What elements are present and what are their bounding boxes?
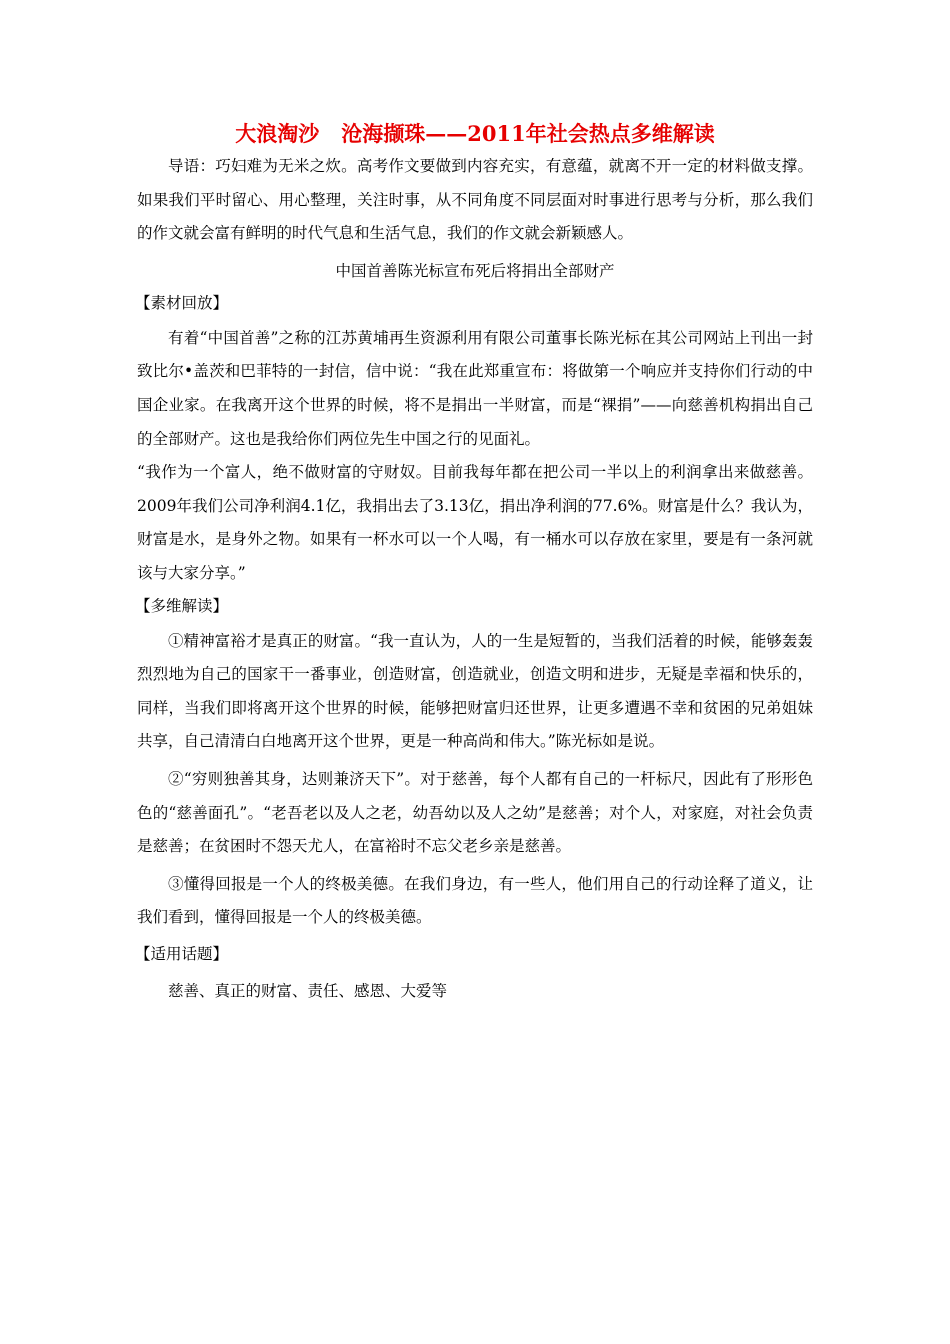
section-topics — [137, 939, 813, 1009]
article-subtitle: 中国首善陈光标宣布死后将捐出全部财产 — [335, 261, 615, 280]
section-heading: 【素材回放】 — [135, 293, 229, 312]
body-paragraph: ①精神富裕才是真正的财富。“我一直认为，人的一生是短暂的，当我们活着的时候，能够轰轰烈烈地为自己的国家干一番事业，创造财富，创造就业，创造文明和进步，无疑是幸福和快乐的，同样，当我们即将离开这个世界的时候，能够把财富归还世界，让更多遭遇不幸和贫困的兄弟姐妹共享，自己清清白白地离开这个世界，更是一种高尚和伟大。”陈光标如是说。 — [137, 631, 813, 751]
body-paragraph: “我作为一个富人，绝不做财富的守财奴。目前我每年都在把公司一半以上的利润拿出来做慈善。2009年我们公司净利润4.1亿，我捐出去了3.13亿，捐出净利润的77.6%。财富是什么？我认为，财富是水，是身外之物。如果有一杯水可以一个人喝，有一桶水可以存放在家里，要是有一条河就该与大家分享。” — [137, 463, 813, 582]
intro-paragraph: 导语：巧妇难为无米之炊。高考作文要做到内容充实，有意蕴，就离不开一定的材料做支撑。如果我们平时留心、用心整理，关注时事，从不同角度不同层面对时事进行思考与分析，那么我们的作文就会富有鲜明的时代气息和生活气息，我们的作文就会新颖感人。 — [137, 157, 813, 243]
section-heading: 【适用话题】 — [135, 944, 229, 963]
section-material — [137, 288, 813, 591]
document-title — [137, 118, 813, 150]
body-paragraph: 慈善、真正的财富、责任、感恩、大爱等 — [168, 981, 448, 1000]
section-interpretation — [137, 591, 813, 935]
body-paragraph: 有着“中国首善”之称的江苏黄埔再生资源利用有限公司董事长陈光标在其公司网站上刊出一封致比尔•盖茨和巴菲特的一封信，信中说：“我在此郑重宣布：将做第一个响应并支持你们行动的中国企业家。在我离开这个世界的时候，将不是捐出一半财富，而是“裸捐”——向慈善机构捐出自己的全部财产。这也是我给你们两位先生中国之行的见面礼。 — [137, 328, 813, 448]
body-paragraph: ③懂得回报是一个人的终极美德。在我们身边，有一些人，他们用自己的行动诠释了道义，让我们看到，懂得回报是一个人的终极美德。 — [137, 874, 813, 927]
body-paragraph: ②“穷则独善其身，达则兼济天下”。对于慈善，每个人都有自己的一杆标尺，因此有了形形色色的“慈善面孔”。“老吾老以及人之老，幼吾幼以及人之幼”是慈善；对个人，对家庭，对社会负责是慈善；在贫困时不怨天尤人，在富裕时不忘父老乡亲是慈善。 — [137, 769, 813, 856]
title-part-1: 大浪淘沙 — [235, 121, 320, 146]
document-page — [137, 118, 813, 1008]
title-part-2: 沧海撷珠——2011年社会热点多维解读 — [341, 121, 715, 146]
section-heading: 【多维解读】 — [135, 596, 229, 615]
